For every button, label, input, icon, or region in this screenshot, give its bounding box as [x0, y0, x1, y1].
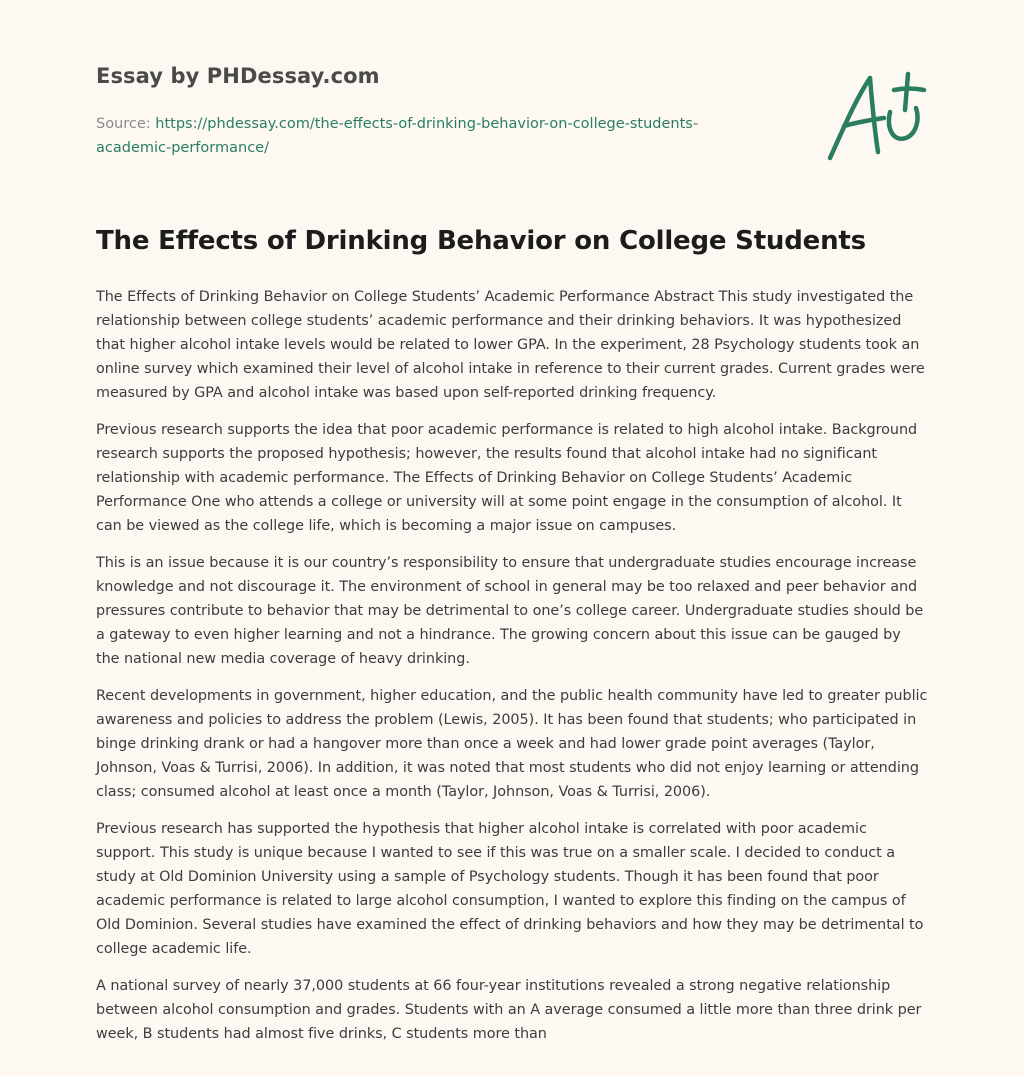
site-name: Essay by PHDessay.com: [96, 64, 380, 88]
source-label: Source:: [96, 116, 156, 132]
source-line: [96, 112, 736, 160]
article-body: [96, 285, 928, 1059]
a-plus-logo-icon: [824, 68, 928, 164]
paragraph: This is an issue because it is our country’s responsibility to ensure that undergraduate studies encourage increase knowledge and not discourage it. The environment of school in general may be too relaxed and peer behavior and pressures contribute to behavior that may be detrimental to one’s college career. Undergraduate studies should be a gateway to even higher learning and not a hindrance. The growing concern about this issue can be gauged by the national new media coverage of heavy drinking.: [96, 555, 924, 667]
paragraph: Recent developments in government, higher education, and the public health community have led to greater public awareness and policies to address the problem (Lewis, 2005). It has been found that students; who participated in binge drinking drank or had a hangover more than once a week and had lower grade point averages (Taylor, Johnson, Voas & Turrisi, 2006). In addition, it was noted that most students who did not enjoy learning or attending class; consumed alcohol at least once a month (Taylor, Johnson, Voas & Turrisi, 2006).: [96, 688, 928, 800]
paragraph: A national survey of nearly 37,000 students at 66 four-year institutions revealed a strong negative relationship between alcohol consumption and grades. Students with an A average consumed a little more than three drink per week, B students had almost five drinks, C students more than: [96, 978, 922, 1042]
paragraph: Previous research supports the idea that poor academic performance is related to high alcohol intake. Background research supports the proposed hypothesis; however, the results found that alcohol intake had no significant relationship with academic performance. The Effects of Drinking Behavior on College Students’ Academic Performance One who attends a college or university will at some point engage in the consumption of alcohol. It can be viewed as the college life, which is becoming a major issue on campuses.: [96, 422, 918, 534]
paragraph: The Effects of Drinking Behavior on College Students’ Academic Performance Abstract This study investigated the relationship between college students’ academic performance and their drinking behaviors. It was hypothesized that higher alcohol intake levels would be related to lower GPA. In the experiment, 28 Psychology students took an online survey which examined their level of alcohol intake in reference to their current grades. Current grades were measured by GPA and alcohol intake was based upon self-reported drinking frequency.: [96, 289, 925, 401]
paragraph: Previous research has supported the hypothesis that higher alcohol intake is correlated with poor academic support. This study is unique because I wanted to see if this was true on a smaller scale. I decided to conduct a study at Old Dominion University using a sample of Psychology students. Though it has been found that poor academic performance is related to large alcohol consumption, I wanted to explore this finding on the campus of Old Dominion. Several studies have examined the effect of drinking behaviors and how they may be detrimental to college academic life.: [96, 821, 924, 957]
article-title: The Effects of Drinking Behavior on College Students: [96, 226, 866, 256]
source-link[interactable]: https://phdessay.com/the-effects-of-drinking-behavior-on-college-students-academic-performance/: [96, 116, 699, 156]
